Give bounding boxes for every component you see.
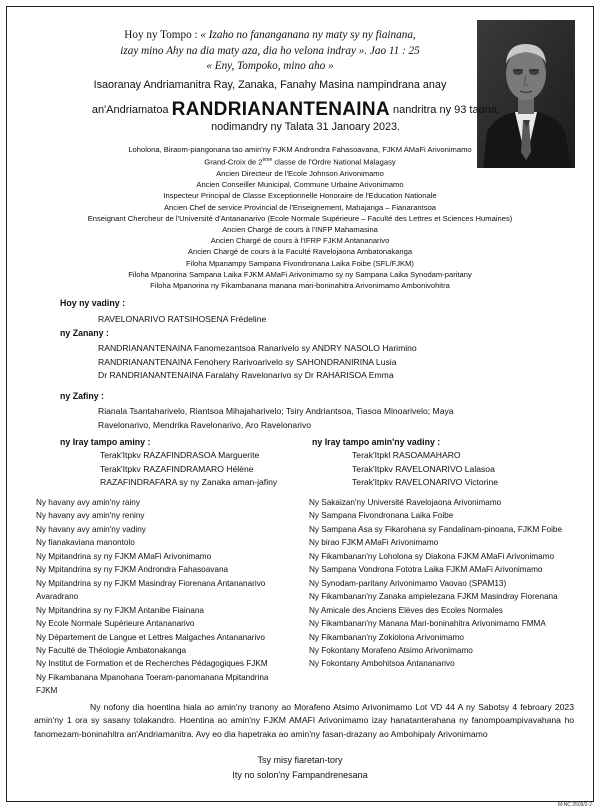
list-item: Ny Fikambanan'ny Manana Mari-boninahitra Arivonimamo FMMA [309,619,546,629]
right-mourners-list [309,496,589,671]
title-item: Filoha Mpanorina Sampana Laika FJKM AMaFi Arivonimamo sy ny Sampana Laika Synodam-paritany [128,269,472,279]
grandchildren-section [60,390,560,432]
list-item: Ny Mpitandrina sy ny FJKM Antanibe Fiainana [36,605,204,615]
child-item: RANDRIANANTENAINA Fanomezantsoa Ranarivelo sy ANDRY NASOLO Harimino [98,343,417,354]
list-item: Ny fianakaviana manontolo [36,538,135,548]
list-item: Ny Mpitandrina sy ny FJKM AMaFi Arivonimamo [36,551,212,561]
bible-verse [60,28,480,75]
death-date-line: nodimandry ny Talata 31 Janoary 2023. [211,121,400,133]
widow-label: Hoy ny vadiny : [60,298,126,308]
widow-name: RAVELONARIVO RATSIHOSENA Frédeline [98,314,267,325]
list-item: Ny Fikambanan'ny Loholona sy Diakona FJKM AMaFi Arivonimamo [309,551,555,561]
title-item: Ancien Chargé de cours à l'IFRP FJKM Antananarivo [210,236,390,246]
sibling-item: Terak'Itpkv RAVELONARIVO Lalasoa [352,463,495,474]
list-item: Ny Fikambanan'ny Zanaka ampielezana FJKM Masindray Fiorenana [309,592,558,602]
verse-line-1: « Izaho no fananganana ny maty sy ny fiainana, [200,29,416,41]
title-item: Ancien Directeur de l'Ecole Johnson Arivonimamo [216,168,384,178]
list-item: Ny Amicale des Anciens Elèves des Ecoles Normales [309,605,503,615]
title-item: Enseignant Chercheur de l'Université d'Antananarivo (Ecole Normale Supérieure – Faculté des Lettres et Sciences Humaines) [87,213,513,223]
list-item: Ny Fokontany Ambohitsoa Antananarivo [309,659,455,669]
reference-code: M-NC 2509/2-2 [557,802,592,808]
list-item: Ny Mpitandrina sy ny FJKM Androndra Fahasoavana [36,565,229,575]
list-item: Ny Sampana Fivondronana Laika Foibe [309,511,454,521]
sibling-item: Terak'Itpkv RAZAFINDRAMARO Hélène [100,463,254,474]
deceased-name-line [30,99,500,121]
verse-line-2: izay mino Ahy na dia maty aza, dia ho velona indray ». Jao 11 : 25 [120,44,420,57]
list-item: Ny Fokontany Morafeno Atsimo Arivonimamo [309,645,473,655]
grandchildren-line-2: Ravelonarivo, Mendrika Ravelonarivo, Aro Ravelonarivo [98,419,312,430]
list-item: Ny Fikambanana Mpanohana Toeram-panomanana Mpitandrina [36,672,269,682]
name-prefix: an'Andriamatoa [91,104,172,116]
list-item: Ny birao FJKM AMaFi Arivonimamo [309,538,439,548]
sibling-item: Terak'Itpkv RAZAFINDRASOA Marguerite [100,450,260,461]
list-item: Ny Sampana Vondrona Fototra Laika FJKM AMaFi Arivonimamo [309,565,543,575]
closing-section [6,753,594,782]
list-item: Ny Mpitandrina sy ny FJKM Masindray Fiorenana Antananarivo [36,578,266,588]
list-item: FJKM [36,686,58,696]
funeral-announcement: Ny nofony dia hoentina hiala ao amin'ny tranony ao Morafeno Atsimo Arivonimamo Lot VD 44 A ny Sabotsy 4 febroary 2023 amin'ny 1 ora sy sasany tolakandro. Hoentina ao amin'ny FJKM AMAFI Arivonimamo izay hanatanterahana ny fanompoampivavahana ho fanomezam-boninahitra an'Andriamanitra. Avy eo dia hapetraka ao amin'ny fasan-drazany ao Ambohipaly Arivonimamo [34,702,574,739]
siblings-her-label: ny Iray tampo amin'ny vadiny : [312,437,441,447]
list-item: Ny Institut de Formation et de Recherches Pédagogiques FJKM [36,659,268,669]
grandchildren-line-1: Rianala Tsantaharivelo, Riantsoa Mihajaharivelo; Tsiry Andriantsoa, Tiasoa Minoarivelo; Maya [98,406,454,417]
children-section [60,327,417,383]
siblings-him-section [60,436,277,490]
list-item: Ny havany avy amin'ny rainy [36,498,140,507]
intro-line: Isaoranay Andriamanitra Ray, Zanaka, Fanahy Masina nampindrana anay [93,79,447,91]
name-suffix: nandritra ny 93 taona, [389,104,500,116]
list-item: Ny Ecole Normale Supérieure Antananarivo [36,619,195,629]
deceased-name: RANDRIANANTENAINA [171,99,390,120]
sibling-item: Terak'Itpkl RASOAMAHARO [352,450,461,461]
left-mourners-list [36,496,306,698]
title-item: Loholona, Biraom-piangonana tao amin'ny FJKM Androndra Fahasoavana, FJKM AMaFi Arivonimamo [128,145,472,154]
title-item: Ancien Conseiller Municipal, Commune Urbaine Arivonimamo [196,180,404,190]
list-item: Ny havany avy amin'ny vadiny [36,524,146,534]
title-item: Filoha Mpanorina ny Fikambanana manana mari-boninahitra Arivonimamo Ambonivohitra [150,280,450,290]
title-item: Ancien Chef de service Provincial de l'Enseignement, Mahajanga – Fianarantsoa [163,202,437,212]
list-item: Ny Fikambanan'ny Zokiolona Arivonimamo [309,632,464,642]
verse-line-3: « Eny, Tompoko, mino aho » [206,60,334,73]
grandchildren-label: ny Zafiny : [60,391,104,401]
children-label: ny Zanany : [60,328,109,338]
verse-prefix: Hoy ny Tompo : [124,29,201,41]
list-item: Ny Sampana Asa sy Fikarohana sy Fandalinam-pinoana, FJKM Foibe [309,524,563,534]
list-item: Ny Département de Langue et Lettres Malgaches Antananarivo [36,632,265,642]
title-item: Ancien Chargé de cours à l'INFP Mahamasina [222,224,378,234]
title-item: Ancien Chargé de cours à la Faculté Ravelojaona Ambatonakanga [187,247,413,257]
list-item: Ny Sakaizan'ny Université Ravelojaona Arivonimamo [309,498,502,507]
closing-line-2: Ity no solon'ny Fampandrenesana [232,769,368,780]
widow-section [60,297,266,327]
sibling-item: Terak'Itpkv RAVELONARIVO Victorine [352,477,499,488]
list-item: Ny Faculté de Théologie Ambatonakanga [36,645,187,655]
titles-list [6,144,594,291]
child-item: RANDRIANANTENAINA Fenohery Rarivoarivelo sy SAHONDRANIRINA Lusia [98,356,397,367]
list-item: Avaradrano [36,592,79,602]
siblings-her-section [312,436,498,490]
closing-line-1: Tsy misy fiaretan-tory [257,755,343,765]
siblings-him-label: ny Iray tampo aminy : [60,437,151,447]
title-item: Grand-Croix de 2ème classe de l'Ordre National Malagasy [204,157,396,167]
list-item: Ny Synodam-paritany Arivonimamo Vaovao (SPAM13) [309,578,507,588]
title-item: Filoha Mpanampy Sampana Fivondronana Laika Foibe (SFL/FJKM) [186,258,414,268]
title-item: Inspecteur Principal de Classe Exceptionnelle Honoraire de l'Education Nationale [163,191,437,201]
child-item: Dr RANDRIANANTENAINA Faralahy Ravelonarivo sy Dr RAHARISOA Emma [98,370,394,381]
sibling-item: RAZAFINDRAFARA sy ny Zanaka aman-jafiny [100,477,278,488]
list-item: Ny havany avy amin'ny reniny [36,511,145,521]
